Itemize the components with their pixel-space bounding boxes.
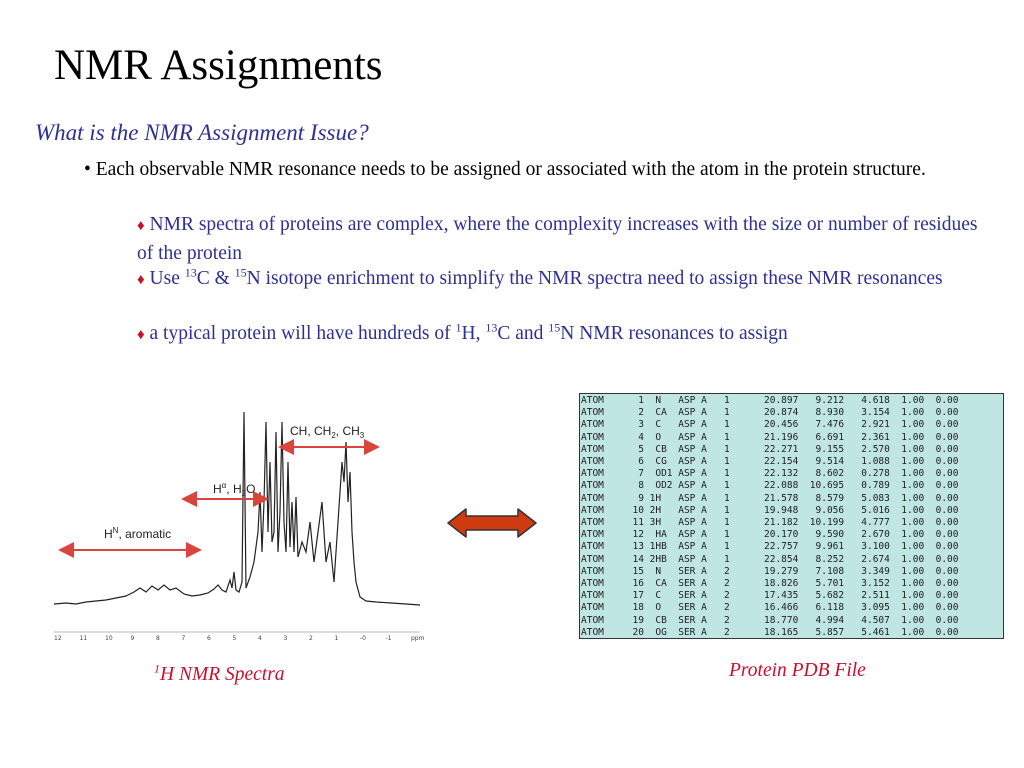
pdb-row: ATOM 20 OG SER A 2 18.165 5.857 5.461 1.00 0.00 xyxy=(581,626,959,638)
double-arrow-icon xyxy=(446,507,538,539)
axis-tick-label: 9 xyxy=(130,635,135,642)
pdb-row: ATOM 2 CA ASP A 1 20.874 8.930 3.154 1.00 0.00 xyxy=(581,407,959,419)
pdb-row: ATOM 15 N SER A 2 19.279 7.108 3.349 1.00 0.00 xyxy=(581,565,959,577)
text-part: N isotope enrichment to simplify the NMR spectra need to assign these NMR resonances xyxy=(246,268,943,289)
pdb-row: ATOM 14 2HB ASP A 1 22.854 8.252 2.674 1.00 0.00 xyxy=(581,553,959,565)
axis-tick-label: 11 xyxy=(79,635,88,642)
axis-tick-label: 1 xyxy=(334,635,339,642)
axis-tick-label: 4 xyxy=(258,635,262,642)
pdb-row: ATOM 5 CB ASP A 1 22.271 9.155 2.570 1.00 0.00 xyxy=(581,443,959,455)
sub-bullet-isotope xyxy=(137,265,997,294)
main-bullet-text: Each observable NMR resonance needs to be assigned or associated with the atom in the protein structure. xyxy=(95,159,926,180)
hn-aromatic-label: $H^N$, aromatic xyxy=(104,526,172,541)
main-bullet xyxy=(84,156,1004,184)
pdb-row: ATOM 12 HA ASP A 1 20.170 9.590 2.670 1.00 0.00 xyxy=(581,529,959,541)
axis-tick-label: -1 xyxy=(385,635,392,642)
sub-bullet-complexity xyxy=(137,211,997,267)
pdb-row: ATOM 18 O SER A 2 16.466 6.118 3.095 1.00 0.00 xyxy=(581,602,959,614)
axis-tick-label: 6 xyxy=(207,635,211,642)
superscript: 13 xyxy=(485,320,498,335)
pdb-row: ATOM 11 3H ASP A 1 21.182 10.199 4.777 1.00 0.00 xyxy=(581,517,959,529)
pdb-row: ATOM 7 OD1 ASP A 1 22.132 8.602 0.278 1.00 0.00 xyxy=(581,468,959,480)
pdb-row: ATOM 8 OD2 ASP A 1 22.088 10.695 0.789 1.00 0.00 xyxy=(581,480,959,492)
caption-nmr-spectra xyxy=(154,661,285,686)
pdb-row: ATOM 3 C ASP A 1 20.456 7.476 2.921 1.00 0.00 xyxy=(581,419,959,431)
axis-tick-label: 12 xyxy=(54,635,62,642)
diamond-icon: ♦ xyxy=(137,218,145,234)
pdb-row: ATOM 13 1HB ASP A 1 22.757 9.961 3.100 1.00 0.00 xyxy=(581,541,959,553)
text-part: C & xyxy=(196,268,235,289)
bullet-dot: • xyxy=(84,159,91,180)
pdb-row: ATOM 19 CB SER A 2 18.770 4.994 4.507 1.00 0.00 xyxy=(581,614,959,626)
axis-tick-label: 10 xyxy=(105,635,113,642)
axis-unit-label: ppm xyxy=(411,635,425,642)
axis-tick-labels xyxy=(54,635,425,642)
text-part: H, xyxy=(461,323,486,344)
pdb-row: ATOM 1 N ASP A 1 20.897 9.212 4.618 1.00 0.00 xyxy=(581,395,959,406)
halpha-water-label: $H^\alpha$, $H_2O$ xyxy=(213,481,256,498)
superscript: 15 xyxy=(548,320,561,335)
diamond-icon: ♦ xyxy=(137,327,145,343)
subheading: What is the NMR Assignment Issue? xyxy=(35,120,369,145)
axis-tick-label: -0 xyxy=(360,635,366,642)
ch-label: CH, $CH_2$, $CH_3$ xyxy=(290,424,365,440)
spectrum-trace xyxy=(54,412,420,605)
superscript: 13 xyxy=(184,265,197,280)
text-part: Use xyxy=(149,268,185,289)
axis-tick-label: 7 xyxy=(181,635,186,642)
nmr-spectrum-image xyxy=(46,402,426,644)
pdb-file-listing xyxy=(579,393,1004,639)
axis-tick-label: 2 xyxy=(309,635,313,642)
pdb-row: ATOM 16 CA SER A 2 18.826 5.701 3.152 1.00 0.00 xyxy=(581,578,959,590)
diamond-icon: ♦ xyxy=(137,272,145,288)
caption-pdb-file: Protein PDB File xyxy=(729,660,866,681)
sub-bullet-text: NMR spectra of proteins are complex, where the complexity increases with the size or number of residues of the protein xyxy=(137,214,978,264)
caption-text: H NMR Spectra xyxy=(160,664,285,685)
text-part: C and xyxy=(497,323,549,344)
pdb-row: ATOM 10 2H ASP A 1 19.948 9.056 5.016 1.00 0.00 xyxy=(581,504,959,516)
pdb-row: ATOM 6 CG ASP A 1 22.154 9.514 1.088 1.00 0.00 xyxy=(581,456,959,468)
text-part: a typical protein will have hundreds of xyxy=(149,323,456,344)
superscript: 15 xyxy=(234,265,247,280)
pdb-row: ATOM 4 O ASP A 1 21.196 6.691 2.361 1.00 0.00 xyxy=(581,431,959,443)
sub-bullet-resonances xyxy=(137,320,997,349)
slide-title: NMR Assignments xyxy=(54,42,383,89)
axis-tick-label: 8 xyxy=(156,635,160,642)
superscript: 1 xyxy=(455,320,462,335)
axis-tick-label: 3 xyxy=(283,635,288,642)
pdb-text xyxy=(581,395,1003,639)
superscript: 1 xyxy=(154,661,160,676)
pdb-row: ATOM 9 1H ASP A 1 21.578 8.579 5.083 1.00 0.00 xyxy=(581,492,959,504)
pdb-row: ATOM 17 C SER A 2 17.435 5.682 2.511 1.00 0.00 xyxy=(581,590,959,602)
axis-tick-label: 5 xyxy=(232,635,237,642)
text-part: N NMR resonances to assign xyxy=(560,323,788,344)
